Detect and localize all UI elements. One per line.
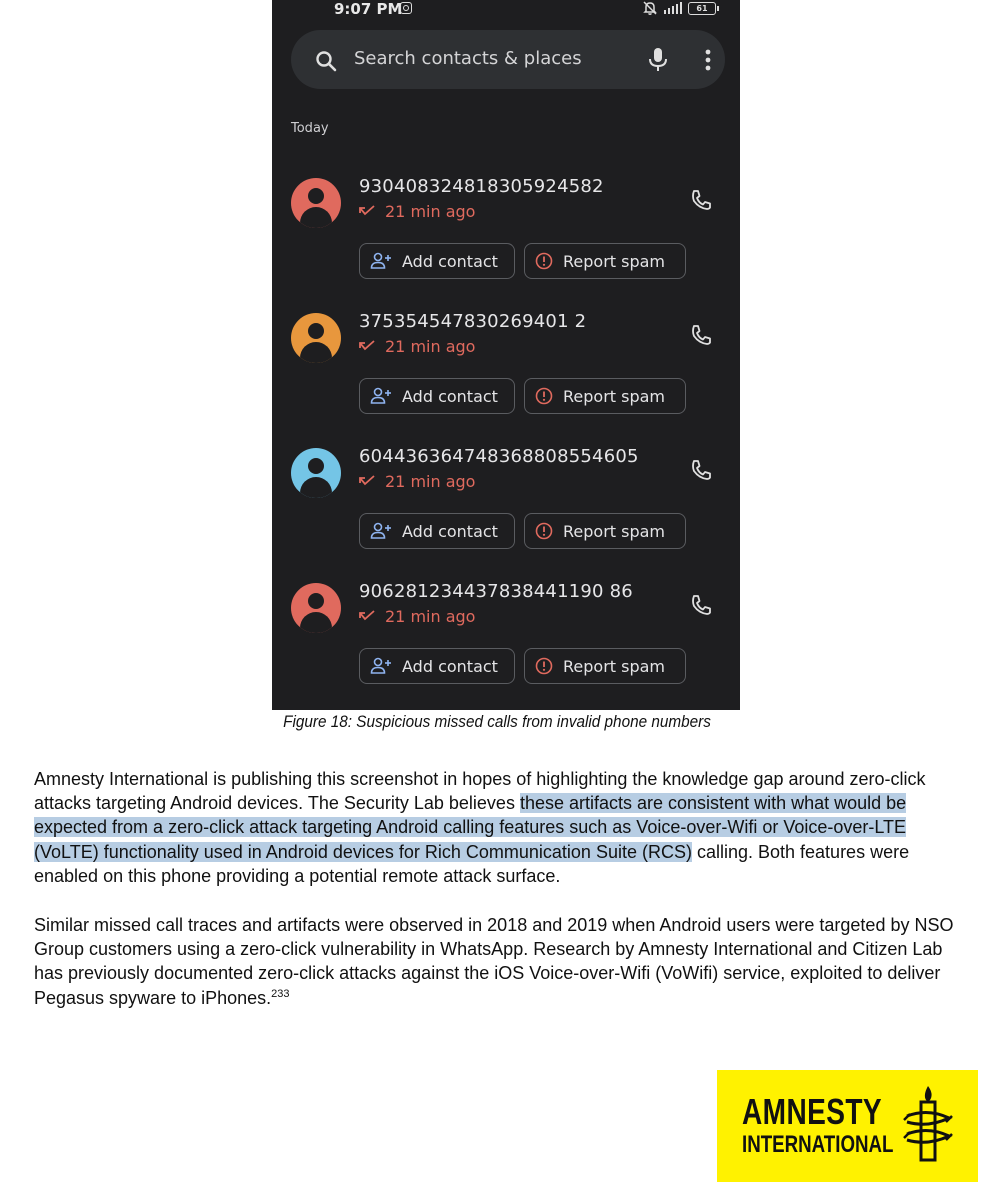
- add-contact-button[interactable]: [359, 243, 515, 279]
- paragraph-text: Amnesty International is publishing this screenshot in hopes of highlighting the knowledge gap around zero-click attacks targeting Android devices. The Security Lab believes: [34, 769, 926, 814]
- instagram-icon: [400, 2, 412, 14]
- more-vert-icon[interactable]: [705, 49, 711, 71]
- footnote-ref[interactable]: 233: [271, 987, 290, 1000]
- microphone-icon[interactable]: [647, 47, 669, 73]
- report-spam-button[interactable]: [524, 513, 686, 549]
- missed-call-time: [359, 472, 475, 491]
- battery-icon: [688, 2, 716, 15]
- missed-call-icon: [359, 340, 375, 352]
- add-person-icon: [370, 387, 392, 405]
- caller-number: 930408324818305924582: [359, 176, 604, 197]
- add-contact-button[interactable]: [359, 648, 515, 684]
- avatar: [291, 448, 341, 498]
- call-time-text: 21 min ago: [385, 337, 476, 356]
- caller-number: 906281234437838441190 86: [359, 581, 633, 602]
- call-time-text: 21 min ago: [385, 472, 476, 491]
- call-log-entry[interactable]: [272, 581, 740, 710]
- paragraph-text: calling. Both features were enabled on this phone providing a potential remote attack surface.: [34, 841, 910, 886]
- missed-call-time: [359, 337, 475, 356]
- alert-circle-icon: [535, 252, 553, 270]
- add-person-icon: [370, 657, 392, 675]
- search-icon[interactable]: [315, 50, 337, 72]
- highlighted-text: these artifacts are consistent with what would be expected from a zero-click attack targeting Android calling features such as Voice-over-Wifi or Voice-over-LTE (VoLTE) functionality used in Android devices for Rich Communication Suite (RCS): [34, 793, 907, 862]
- report-spam-button[interactable]: [524, 648, 686, 684]
- phone-call-icon[interactable]: [689, 323, 713, 347]
- body-paragraph-2: [34, 913, 964, 1010]
- amnesty-logo: [717, 1070, 978, 1182]
- status-icons: [642, 0, 717, 16]
- battery-level: 61: [696, 3, 708, 13]
- call-log-entry[interactable]: [272, 176, 740, 306]
- bell-off-icon: [642, 0, 658, 16]
- candle-barbed-wire-icon: [901, 1082, 955, 1166]
- report-spam-button[interactable]: [524, 378, 686, 414]
- paragraph-text: Similar missed call traces and artifacts were observed in 2018 and 2019 when Android users were targeted by NSO Group customers using a zero-click vulnerability in WhatsApp. Research by Amnesty International and Citizen Lab has previously documented zero-click attacks against the iOS Voice-over-Wifi (VoWifi) service, exploited to deliver Pegasus spyware to iPhones.: [34, 915, 954, 1008]
- alert-circle-icon: [535, 522, 553, 540]
- status-time: 9:07 PM: [334, 0, 403, 18]
- report-spam-label: Report spam: [563, 386, 666, 406]
- avatar: [291, 178, 341, 228]
- logo-line-2: INTERNATIONAL: [742, 1131, 894, 1158]
- body-paragraph-1: [34, 767, 964, 888]
- call-time-text: 21 min ago: [385, 607, 476, 626]
- call-log-entry[interactable]: [272, 446, 740, 576]
- caller-number: 375354547830269401 2: [359, 311, 587, 332]
- add-contact-button[interactable]: [359, 513, 515, 549]
- signal-icon: [664, 2, 683, 14]
- avatar: [291, 583, 341, 633]
- report-spam-button[interactable]: [524, 243, 686, 279]
- missed-call-icon: [359, 475, 375, 487]
- figure-caption: Figure 18: Suspicious missed calls from invalid phone numbers: [283, 712, 711, 731]
- call-time-text: 21 min ago: [385, 202, 476, 221]
- add-contact-label: Add contact: [402, 251, 498, 271]
- report-spam-label: Report spam: [563, 656, 666, 676]
- phone-call-icon[interactable]: [689, 458, 713, 482]
- caller-number: 604436364748368808554605: [359, 446, 639, 467]
- status-bar: [272, 0, 740, 20]
- alert-circle-icon: [535, 657, 553, 675]
- phone-call-icon[interactable]: [689, 593, 713, 617]
- avatar: [291, 313, 341, 363]
- add-person-icon: [370, 522, 392, 540]
- missed-call-icon: [359, 205, 375, 217]
- section-today: Today: [291, 121, 329, 136]
- missed-call-time: [359, 607, 475, 626]
- report-spam-label: Report spam: [563, 251, 666, 271]
- search-bar[interactable]: [291, 30, 725, 89]
- report-spam-label: Report spam: [563, 521, 666, 541]
- search-input[interactable]: Search contacts & places: [354, 48, 582, 69]
- missed-call-icon: [359, 610, 375, 622]
- call-log-entry[interactable]: [272, 311, 740, 441]
- logo-line-1: AMNESTY: [742, 1091, 883, 1132]
- missed-call-time: [359, 202, 475, 221]
- add-contact-button[interactable]: [359, 378, 515, 414]
- alert-circle-icon: [535, 387, 553, 405]
- phone-call-icon[interactable]: [689, 188, 713, 212]
- add-contact-label: Add contact: [402, 386, 498, 406]
- add-person-icon: [370, 252, 392, 270]
- add-contact-label: Add contact: [402, 656, 498, 676]
- add-contact-label: Add contact: [402, 521, 498, 541]
- phone-screenshot: [272, 0, 740, 710]
